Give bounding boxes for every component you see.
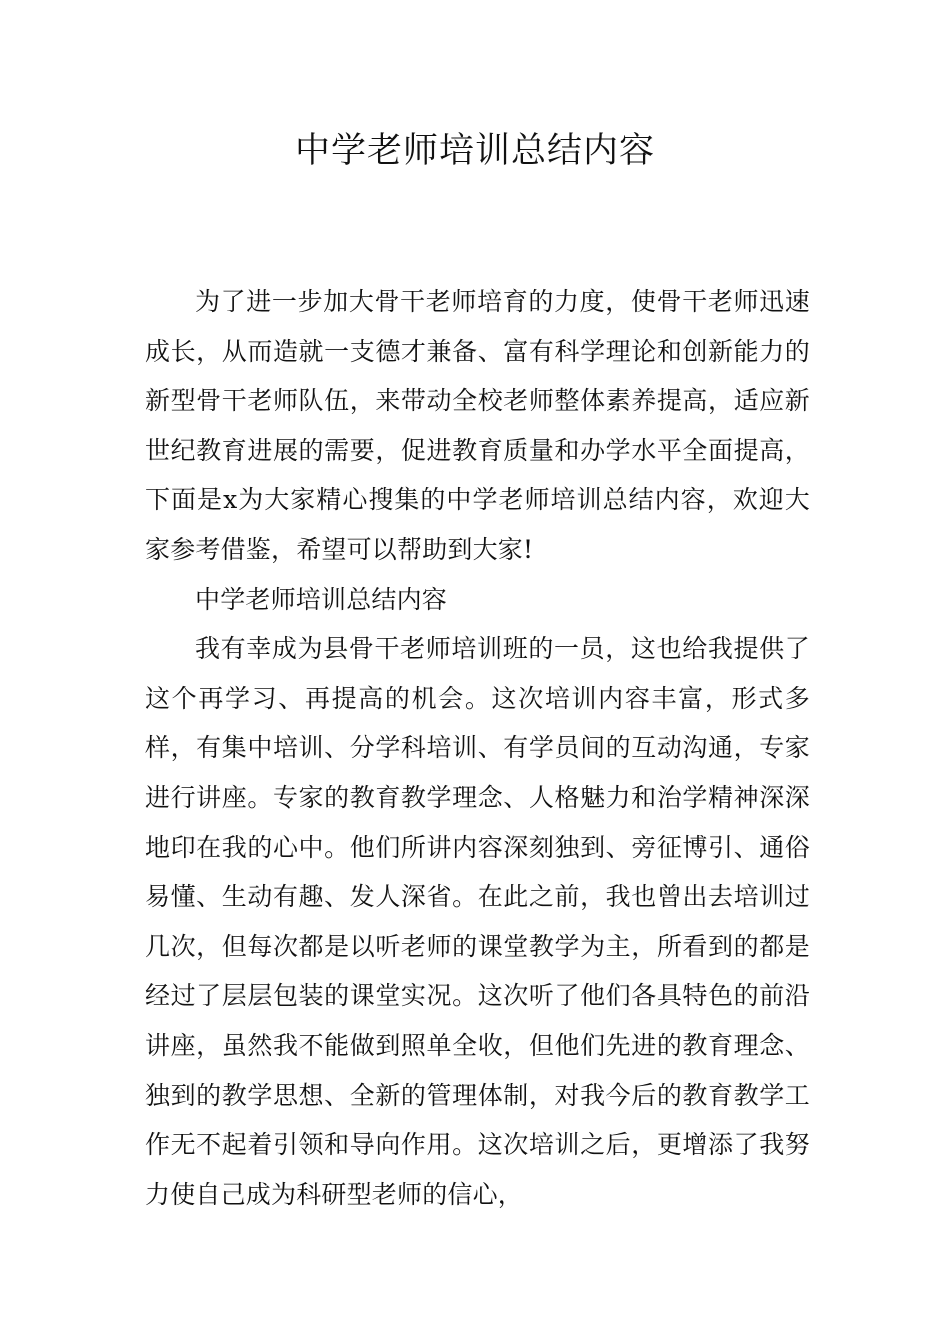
section-heading: 中学老师培训总结内容 [195,584,448,614]
document-title: 中学老师培训总结内容 [294,131,655,171]
intro-paragraph: 为了进一步加大骨干老师培育的力度，使骨干老师迅速成长，从而造就一支德才兼备、富有科学理论和创新能力的新型骨干老师队伍，来带动全校老师整体素养提高，适应新世纪教育进展的需要，促进教育质量和办学水平全面提高，下面是x为大家精心搜集的中学老师培训总结内容，欢迎大家参考借鉴，希望可以帮助到大家! [145,287,810,564]
body-paragraph: 我有幸成为县骨干老师培训班的一员，这也给我提供了这个再学习、再提高的机会。这次培训内容丰富，形式多样，有集中培训、分学科培训、有学员间的互动沟通，专家进行讲座。专家的教育教学理念、人格魅力和治学精神深深地印在我的心中。他们所讲内容深刻独到、旁征博引、通俗易懂、生动有趣、发人深省。在此之前，我也曾出去培训过几次，但每次都是以听老师的课堂教学为主，所看到的都是经过了层层包装的课堂实况。这次听了他们各具特色的前沿讲座，虽然我不能做到照单全收，但他们先进的教育理念、独到的教学思想、全新的管理体制，对我今后的教育教学工作无不起着引领和导向作用。这次培训之后，更增添了我努力使自己成为科研型老师的信心， [145,634,810,1209]
document-body [145,277,810,1219]
